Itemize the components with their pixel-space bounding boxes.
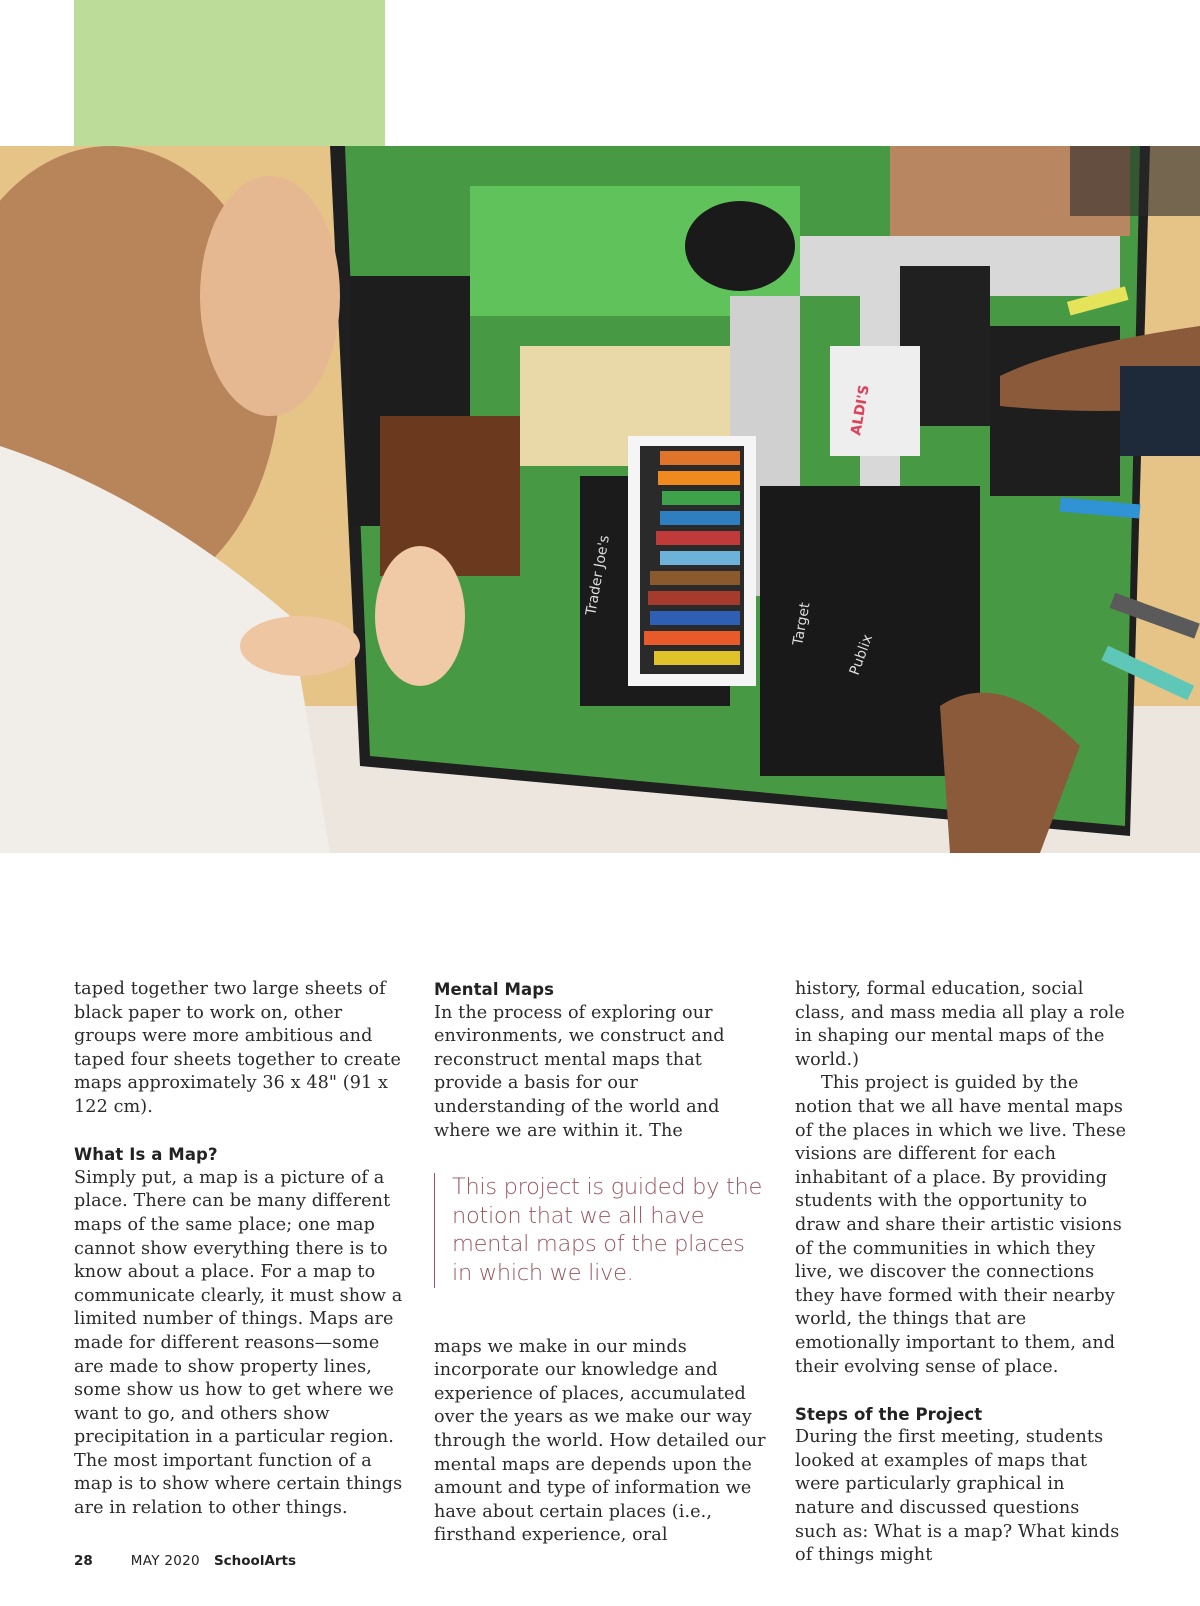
text-column-1 <box>74 978 406 1521</box>
section-heading-what-is-a-map: What Is a Map? <box>74 1145 218 1165</box>
text-column-3 <box>795 978 1127 1568</box>
map-label-target: Target <box>790 601 814 647</box>
issue-date: MAY 2020 <box>130 1553 200 1569</box>
map-label-aldis: ALDI'S <box>848 383 873 437</box>
column3-body: During the first meeting, students looked at examples of maps that were particularly graphical in nature and discussed questions such as: What is a map? What kinds of things might <box>795 1427 1120 1566</box>
column2-body-bottom: maps we make in our minds incorporate our knowledge and experience of places, accumulated over the years as we make our way through the world. How detailed our mental maps are depends upon the amount and type of information we have about certain places (i.e., firsthand experience, oral <box>434 1336 766 1546</box>
map-label-trader-joes: Trader Joe's <box>583 534 614 617</box>
photo-illustration <box>0 146 1200 853</box>
magazine-name: SchoolArts <box>213 1553 297 1569</box>
text-column-2 <box>434 978 766 1548</box>
page-number: 28 <box>74 1553 93 1569</box>
section-heading-mental-maps: Mental Maps <box>434 980 555 999</box>
column3-paragraph-2: This project is guided by the notion that we all have mental maps of the places in which we live. These visions are different for each inhabitant of a place. By providing students with the opportunity to draw and share their artistic visions of the communities in which they live, we discover the connections they have formed with their nearby world, the things that are emotionally important to them, and their evolving sense of place. <box>795 1073 1127 1377</box>
page-footer <box>74 1553 296 1569</box>
students-drawing-map-photo <box>0 146 1200 853</box>
map-label-publix: Publix <box>846 632 877 678</box>
column1-body: Simply put, a map is a picture of a place. There can be many different maps of the same place; one map cannot show everything there is to know about a place. For a map to communicate clearly, it must show a limited number of things. Maps are made for different reasons—some are made to show property lines, some show us how to get where we want to go, and others show precipitation in a particular region. The most important function of a map is to show where certain things are in relation to other things. <box>74 1167 403 1519</box>
column1-intro: taped together two large sheets of black paper to work on, other groups were more ambitious and taped four sheets together to create maps approximately 36 x 48" (91 x 122 cm). <box>74 979 402 1117</box>
section-heading-steps: Steps of the Project <box>795 1404 983 1424</box>
accent-color-block <box>74 0 385 146</box>
column2-body-top: In the process of exploring our environments, we construct and reconstruct mental maps that provide a basis for our understanding of the world and where we are within it. The <box>434 1002 725 1141</box>
pull-quote: This project is guided by the notion that we all have mental maps of the places in which we live. <box>434 1173 766 1287</box>
column3-intro: history, formal education, social class, and mass media all play a role in shaping our mental maps of the world.) <box>795 979 1125 1070</box>
